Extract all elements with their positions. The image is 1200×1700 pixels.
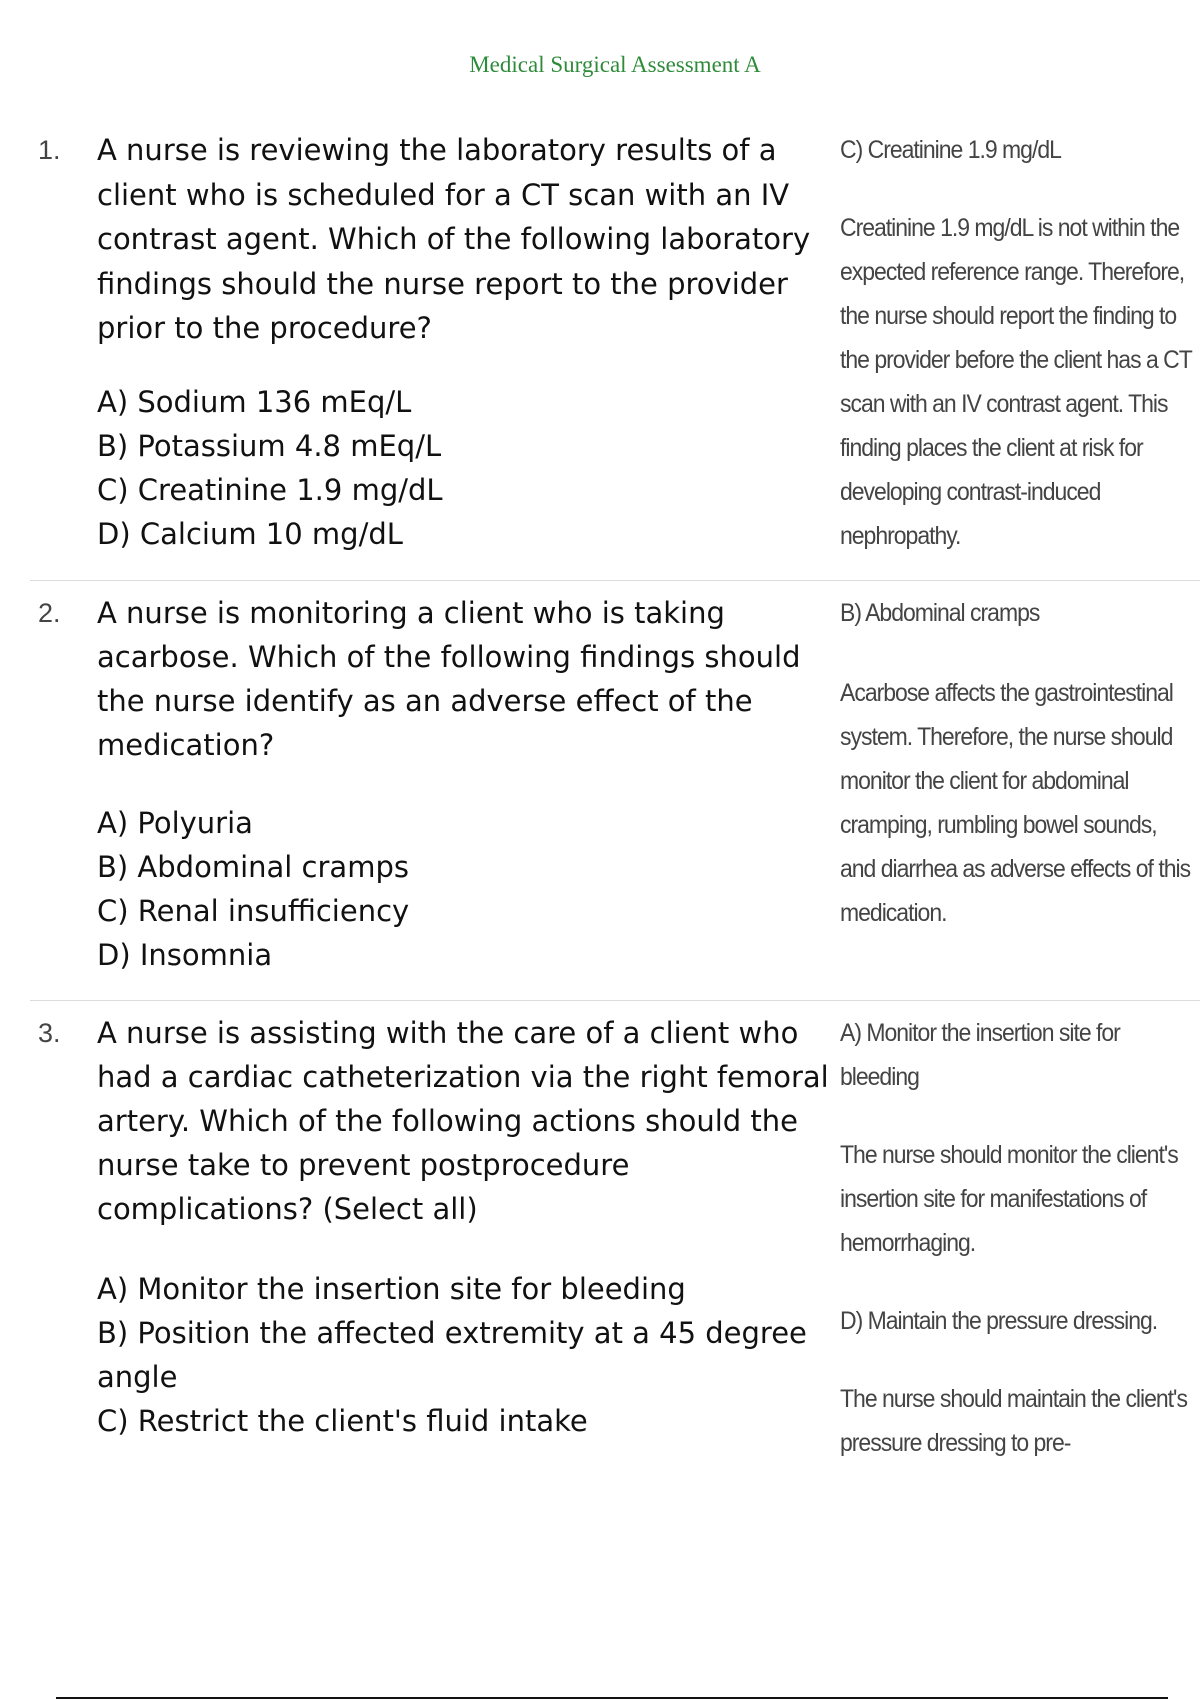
option-c: C) Restrict the client's fluid intake: [97, 1404, 588, 1438]
options-list: [97, 380, 832, 556]
option-b: B) Potassium 4.8 mEq/L: [97, 429, 442, 463]
answer-rationale: The nurse should monitor the client's insertion site for manifestations of hemorrhaging.: [840, 1141, 1178, 1257]
document-title: Medical Surgical Assessment A: [469, 52, 761, 77]
correct-answer: C) Creatinine 1.9 mg/dL: [840, 136, 1061, 164]
correct-answer: B) Abdominal cramps: [840, 599, 1040, 627]
option-a: A) Polyuria: [97, 806, 253, 840]
question-number: 1.: [38, 135, 61, 165]
option-a: A) Monitor the insertion site for bleeding: [97, 1272, 686, 1306]
options-list: [97, 1267, 832, 1443]
answer-panel: [840, 128, 1192, 558]
answer-rationale: Creatinine 1.9 mg/dL is not within the expected reference range. Therefore, the nurse should report the finding to the provider before the client has a CT scan with an IV contrast agent. This finding places the client at risk for developing contrast-induced nephropathy.: [840, 214, 1192, 550]
question-stem: A nurse is reviewing the laboratory results of a client who is scheduled for a CT scan with an IV contrast agent. Which of the following laboratory findings should the nurse report to the provider prior to the procedure?: [97, 133, 811, 345]
question-divider: [30, 580, 1200, 581]
answer-panel: [840, 1011, 1192, 1465]
option-c: C) Renal insufficiency: [97, 894, 410, 928]
question-number: 2.: [38, 598, 61, 628]
option-b: B) Abdominal cramps: [97, 850, 409, 884]
footer-rule: [56, 1697, 1168, 1699]
option-d: D) Calcium 10 mg/dL: [97, 517, 403, 551]
option-a: A) Sodium 136 mEq/L: [97, 385, 412, 419]
question-stem: A nurse is assisting with the care of a client who had a cardiac catheterization via the right femoral artery. Which of the following actions should the nurse take to prevent postprocedure complications? (Select all): [97, 1016, 829, 1226]
correct-answer: D) Maintain the pressure dressing.: [840, 1307, 1158, 1335]
answer-rationale: Acarbose affects the gastrointestinal system. Therefore, the nurse should monitor the client for abdominal cramping, rumbling bowel sounds, and diarrhea as adverse effects of this medication.: [840, 679, 1191, 927]
option-d: D) Insomnia: [97, 938, 273, 972]
answer-rationale: The nurse should maintain the client's pressure dressing to pre-: [840, 1385, 1187, 1457]
options-list: [97, 801, 832, 977]
question-number: 3.: [38, 1018, 61, 1048]
question-divider: [30, 1000, 1200, 1001]
correct-answer: A) Monitor the insertion site for bleeding: [840, 1019, 1120, 1091]
question-stem: A nurse is monitoring a client who is taking acarbose. Which of the following findings should the nurse identify as an adverse effect of the medication?: [97, 596, 801, 762]
option-b: B) Position the affected extremity at a 45 degree angle: [97, 1316, 807, 1394]
answer-panel: [840, 591, 1192, 935]
option-c: C) Creatinine 1.9 mg/dL: [97, 473, 443, 507]
